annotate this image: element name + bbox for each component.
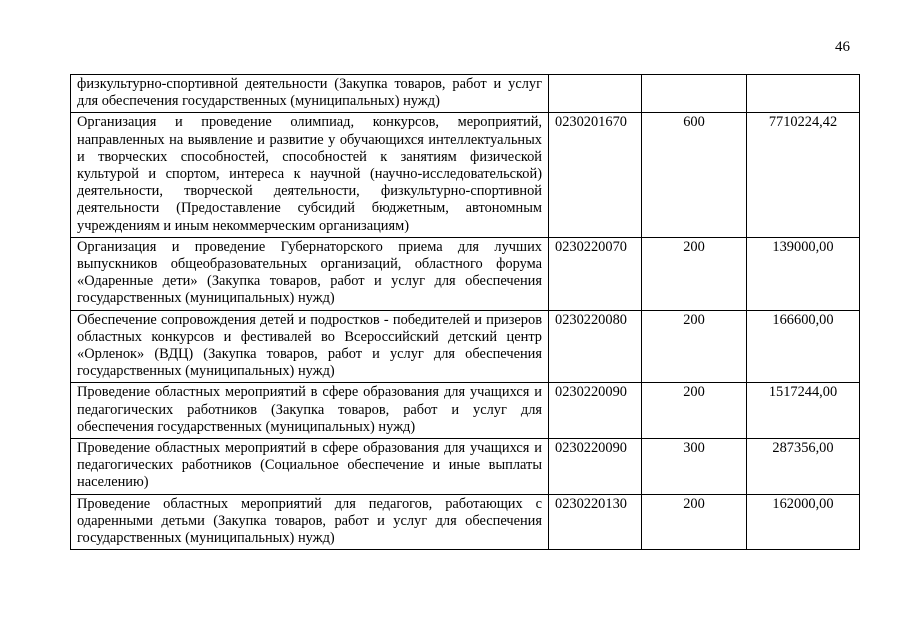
row-amount — [747, 75, 860, 113]
row-target-code: 0230220080 — [549, 310, 642, 383]
row-expense-type: 300 — [642, 439, 747, 495]
row-description: Проведение областных мероприятий в сфере образования для учащихся и педагогических работников (Закупка товаров, работ и услуг для обеспечения государственных (муниципальных) нужд) — [71, 383, 549, 439]
row-description: Проведение областных мероприятий для педагогов, работающих с одаренными детьми (Закупка товаров, работ и услуг для обеспечения государственных (муниципальных) нужд) — [71, 494, 549, 550]
table-row — [71, 494, 860, 550]
budget-table — [70, 74, 860, 550]
table-row — [71, 113, 860, 237]
row-description: Обеспечение сопровождения детей и подростков - победителей и призеров областных конкурсов и фестивалей во Всероссийский детский центр «Орленок» (ВДЦ) (Закупка товаров, работ и услуг для обеспечения государственных (муниципальных) нужд) — [71, 310, 549, 383]
row-description: Организация и проведение Губернаторского приема для лучших выпускников общеобразовательных организаций, областного форума «Одаренные дети» (Закупка товаров, работ и услуг для обеспечения государственных (муниципальных) нужд) — [71, 237, 549, 310]
row-expense-type: 600 — [642, 113, 747, 237]
row-amount: 1517244,00 — [747, 383, 860, 439]
row-description: Организация и проведение олимпиад, конкурсов, мероприятий, направленных на выявление и развитие у обучающихся интеллектуальных и творческих способностей, способностей к занятиям физической культурой и спортом, интереса к научной (научно-исследовательской) деятельности, творческой деятельности, физкультурно-спортивной деятельности (Предоставление субсидий бюджетным, автономным учреждениям и иным некоммерческим организациям) — [71, 113, 549, 237]
row-amount: 287356,00 — [747, 439, 860, 495]
row-expense-type: 200 — [642, 494, 747, 550]
table-row — [71, 237, 860, 310]
row-expense-type: 200 — [642, 383, 747, 439]
row-amount: 162000,00 — [747, 494, 860, 550]
table-row — [71, 383, 860, 439]
row-expense-type: 200 — [642, 237, 747, 310]
row-target-code: 0230220090 — [549, 383, 642, 439]
row-amount: 166600,00 — [747, 310, 860, 383]
row-amount: 7710224,42 — [747, 113, 860, 237]
row-target-code — [549, 75, 642, 113]
row-target-code: 0230220090 — [549, 439, 642, 495]
row-target-code: 0230220130 — [549, 494, 642, 550]
row-description: Проведение областных мероприятий в сфере образования для учащихся и педагогических работников (Социальное обеспечение и иные выплаты населению) — [71, 439, 549, 495]
row-description: физкультурно-спортивной деятельности (Закупка товаров, работ и услуг для обеспечения государственных (муниципальных) нужд) — [71, 75, 549, 113]
row-expense-type: 200 — [642, 310, 747, 383]
row-target-code: 0230220070 — [549, 237, 642, 310]
row-target-code: 0230201670 — [549, 113, 642, 237]
page-number: 46 — [835, 39, 850, 55]
row-amount: 139000,00 — [747, 237, 860, 310]
table-row — [71, 439, 860, 495]
table-row — [71, 75, 860, 113]
table-row — [71, 310, 860, 383]
row-expense-type — [642, 75, 747, 113]
